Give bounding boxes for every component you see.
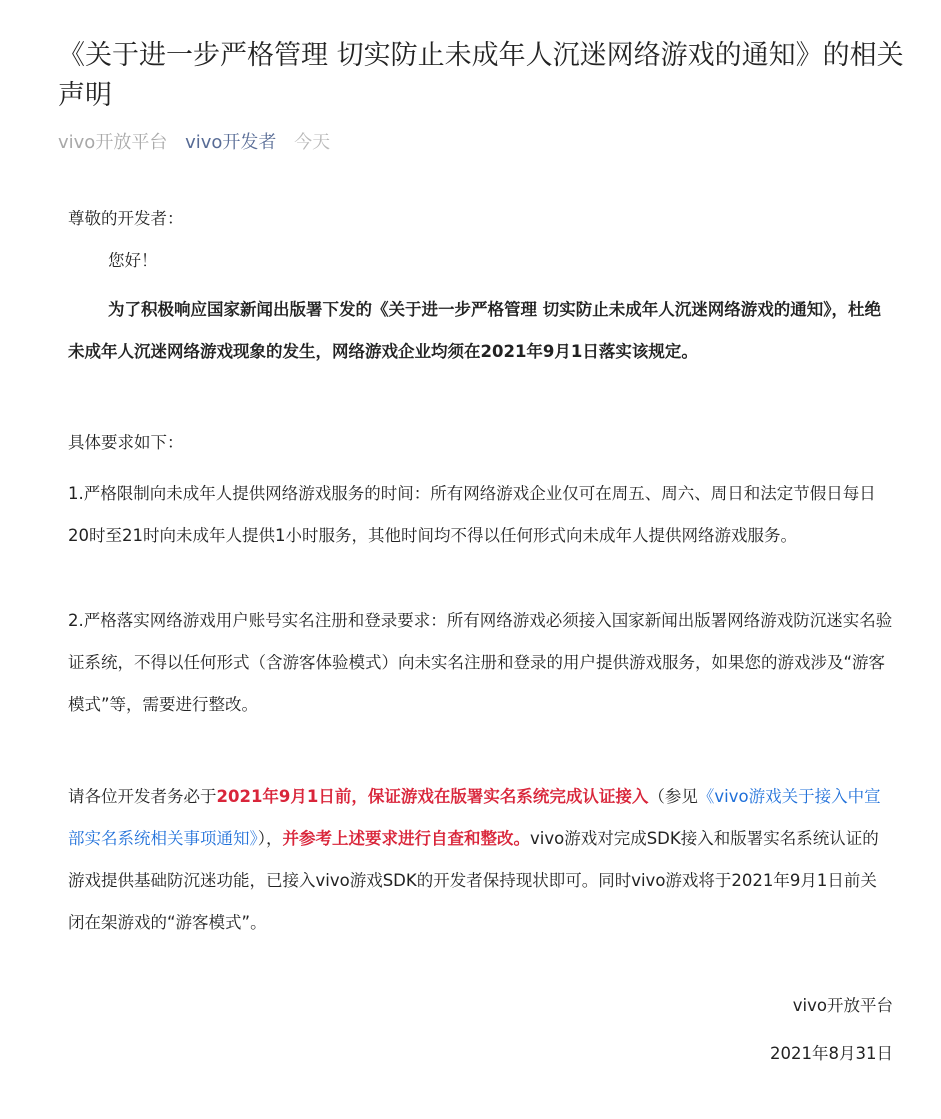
greeting: 您好！ [108,251,158,270]
notice-text-4: vivo游戏对完成SDK接入和版署实名系统认证的游戏提供基础防沉迷功能，已接入vivo游戏SDK的开发者保持现状即可。同时vivo游戏将于2021年9月1日前关闭在架游戏的“游客模式”。 [68,829,879,932]
signature: vivo开放平台 [792,996,893,1015]
notice-text-3: ）， [257,829,283,848]
requirements-heading: 具体要求如下： [68,433,184,452]
notice-paragraph [68,776,893,944]
requirement-2: 2.严格落实网络游戏用户账号实名注册和登录要求：所有网络游戏必须接入国家新闻出版署网络游戏防沉迷实名验证系统，不得以任何形式（含游客体验模式）向未实名注册和登录的用户提供游戏服务，如果您的游戏涉及“游客模式”等，需要进行整改。 [68,611,893,714]
author-link[interactable]: vivo开发者 [185,132,277,153]
intro-paragraph: 为了积极响应国家新闻出版署下发的《关于进一步严格管理 切实防止未成年人沉迷网络游戏的通知》，杜绝未成年人沉迷网络游戏现象的发生，网络游戏企业均须在2021年9月1日落实该规定。 [68,300,881,361]
notice-selfcheck-highlight: 并参考上述要求进行自查和整改。 [282,829,530,848]
salutation: 尊敬的开发者： [68,209,184,228]
notice-text-1: 请各位开发者务必于 [68,787,217,806]
source-name: vivo开放平台 [58,132,168,153]
notice-deadline-highlight: 2021年9月1日前，保证游戏在版署实名系统完成认证接入 [216,787,649,806]
article-title: 《关于进一步严格管理 切实防止未成年人沉迷网络游戏的通知》的相关声明 [58,40,904,111]
article-meta [58,128,342,158]
publish-date: 今天 [294,132,331,153]
signature-date: 2021年8月31日 [770,1044,893,1063]
requirement-1: 1.严格限制向未成年人提供网络游戏服务的时间：所有网络游戏企业仅可在周五、周六、周日和法定节假日每日20时至21时向未成年人提供1小时服务，其他时间均不得以任何形式向未成年人提供网络游戏服务。 [68,484,876,545]
notice-text-2: （参见 [648,787,698,806]
notice-reference-link[interactable]: 《vivo游戏关于接入中宣部实名系统相关事项通知》 [68,787,881,848]
